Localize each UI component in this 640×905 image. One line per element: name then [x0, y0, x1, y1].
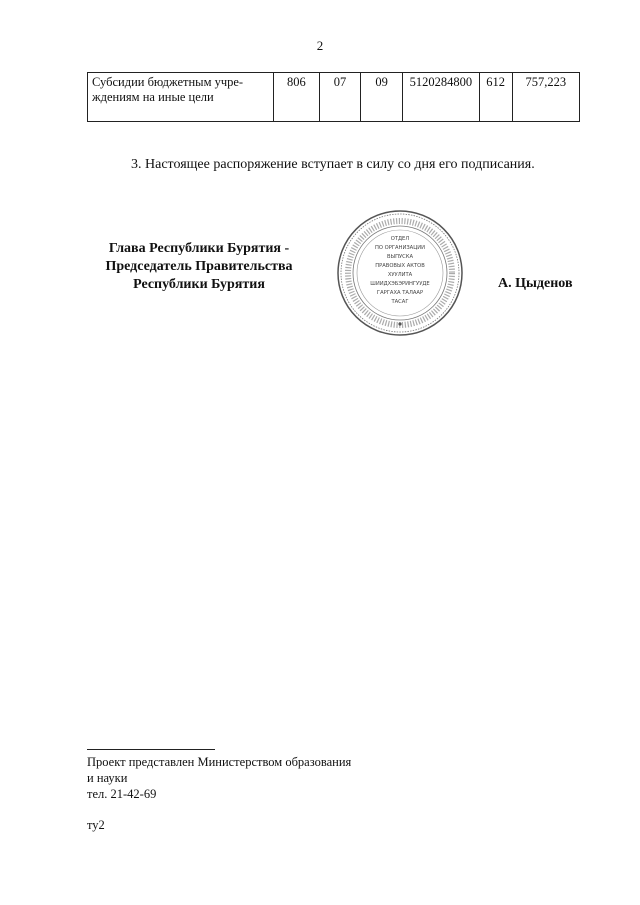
- cell-description: [88, 73, 274, 122]
- cell-subsection: 09: [361, 73, 403, 122]
- table-row: [88, 73, 580, 122]
- seal-icon: [335, 208, 465, 338]
- seal-line: ПО ОРГАНИЗАЦИИ: [374, 245, 426, 251]
- cell-section: 07: [319, 73, 360, 122]
- footnote-line-1: Проект представлен Министерством образования: [87, 755, 352, 769]
- document-code: ту2: [87, 818, 105, 832]
- clause-effective-date: 3. Настоящее распоряжение вступает в силу со дня его подписания.: [131, 157, 535, 172]
- cell-expense-type: 612: [479, 73, 512, 122]
- footnote-line-3: тел. 21-42-69: [87, 787, 157, 801]
- seal-line: ОТДЕЛ: [390, 236, 410, 242]
- seal-line: ГАРГАХА ТАЛААР: [376, 290, 424, 296]
- signatory-title-line-2: Председатель Правительства: [105, 259, 293, 274]
- cell-target-article: 5120284800: [403, 73, 479, 122]
- signatory-title-line-3: Республики Бурятия: [133, 277, 265, 292]
- seal-line: ШИИДХЭБЭРИНГУУДЕ: [370, 281, 430, 287]
- signatory-title: [75, 240, 323, 294]
- seal-line: ПРАВОВЫХ АКТОВ: [375, 263, 425, 269]
- signatory-title-line-1: Глава Республики Бурятия -: [108, 241, 290, 256]
- footnote: [87, 754, 351, 802]
- description-line-1: Субсидии бюджетным учре-: [92, 75, 244, 89]
- official-seal-stamp: [335, 208, 465, 338]
- cell-amount: 757,223: [512, 73, 579, 122]
- footnote-divider: [87, 749, 215, 750]
- description-line-2: ждениям на иные цели: [92, 90, 214, 104]
- seal-line: ВЫПУСКА: [386, 254, 414, 260]
- signatory-name: А. Цыденов: [498, 276, 573, 291]
- page-number: 2: [316, 38, 324, 53]
- budget-table: [87, 72, 580, 122]
- seal-line: ТАСАГ: [391, 299, 409, 305]
- footnote-line-2: и науки: [87, 771, 128, 785]
- cell-ministry: 806: [273, 73, 319, 122]
- seal-line: ХУУЛИТА: [387, 272, 413, 278]
